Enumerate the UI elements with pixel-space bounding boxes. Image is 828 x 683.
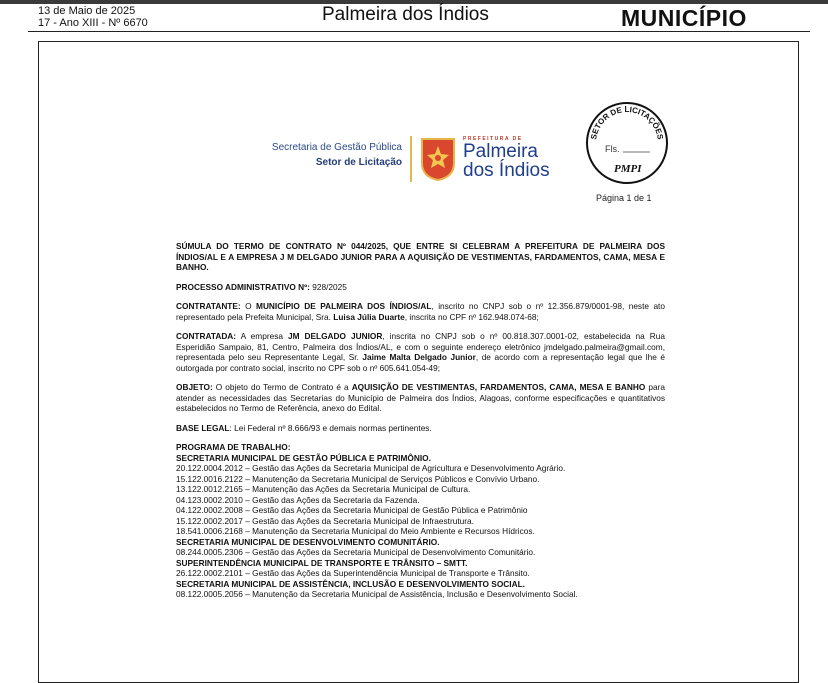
stamp-bottom: PMPI (614, 163, 642, 175)
base-legal-paragraph (176, 423, 665, 434)
contratada-paragraph (176, 331, 665, 373)
budget-line: 08.244.0005.2306 – Gestão das Ações da Secretaria Municipal de Desenvolvimento Comunitário. (176, 547, 536, 557)
base-legal-value: : Lei Federal nº 8.666/93 e demais normas pertinentes. (229, 422, 432, 433)
header-divider (28, 31, 810, 32)
budget-line: 26.122.0002.2101 – Gestão das Ações da Superintendência Municipal de Transporte e Trânsito. (176, 568, 530, 578)
contratante-signatory: Luisa Júlia Duarte (333, 311, 405, 322)
budget-line: 15.122.0016.2122 – Manutenção da Secretaria Municipal de Serviços Públicos e Convívio Urbano. (176, 473, 540, 484)
gazette-date: 13 de Maio de 2025 (38, 5, 136, 17)
contratada-label: CONTRATADA: (176, 331, 237, 341)
contratante-text-1: O (240, 301, 257, 311)
objeto-paragraph (176, 382, 665, 414)
gazette-meta (38, 5, 148, 29)
svg-text:SETOR DE LICITAÇÕES (589, 105, 665, 141)
processo-paragraph (176, 282, 665, 293)
programa-sections (176, 453, 665, 600)
contratante-paragraph (176, 301, 665, 322)
processo-value: 928/2025 (309, 281, 347, 292)
letterhead-separator (410, 136, 412, 182)
contratada-text-2: , inscrita no CNPJ sob o nº 00.818.307.0001-02, estabelecida na Rua Esperidião Sampaio, 81, Centro, Palmeira dos Índios/AL, e com o seguinte endereço eletrônico jmdelgado.palmeira@gmail.com, representada pelo seu Representante Legal, Sr. (176, 331, 666, 362)
budget-line: 20.122.0004.2012 – Gestão das Ações da Secretaria Municipal de Agricultura e Desenvolvimento Agrário. (176, 463, 566, 473)
budget-line: 18.541.0006.2168 – Manutenção da Secretaria Municipal do Meio Ambiente e Recursos Hídricos. (176, 526, 535, 536)
contratada-text-1: A empresa (236, 331, 288, 341)
contratada-entity: JM DELGADO JUNIOR (287, 331, 383, 341)
gazette-edition: 17 - Ano XIII - Nº 6670 (38, 17, 148, 29)
section-heading: SECRETARIA MUNICIPAL DE DESENVOLVIMENTO COMUNITÁRIO. (176, 536, 440, 547)
objeto-text-1: O objeto do Termo de Contrato é a (212, 382, 352, 392)
secretaria-label (236, 104, 402, 170)
licitacao-stamp (584, 100, 670, 186)
base-legal-label: BASE LEGAL (176, 422, 230, 433)
budget-line: 15.122.0002.2017 – Gestão das Ações da Secretaria Municipal de Infraestrutura. (176, 515, 474, 526)
municipal-crest-icon (420, 137, 456, 181)
logo-line1: Palmeira (463, 141, 538, 162)
programa-label: PROGRAMA DE TRABALHO: (176, 442, 291, 452)
setor-name: Setor de Licitação (315, 157, 402, 168)
contratada-signatory: Jaime Malta Delgado Junior (362, 352, 476, 362)
gazette-title: Palmeira dos Índios (322, 4, 489, 25)
stamp-top-text: SETOR DE LICITAÇÕES (589, 105, 665, 141)
secretaria-name: Secretaria de Gestão Pública (271, 142, 402, 153)
stamp-fls: Fls. (605, 144, 620, 154)
page-indicator: Página 1 de 1 (596, 193, 652, 203)
processo-label: PROCESSO ADMINISTRATIVO Nº: (176, 281, 310, 292)
budget-line: 04.122.0002.2008 – Gestão das Ações da Secretaria Municipal de Gestão Pública e Patrimônio (176, 505, 528, 515)
section-heading: SUPERINTENDÊNCIA MUNICIPAL DE TRANSPORTE E TRÂNSITO – SMTT. (176, 557, 468, 568)
contratante-text-2: , inscrito no CNPJ sob o nº 12.356.879/0001-98, neste ato representado pela Prefeita Municipal, Sra. (176, 301, 665, 322)
contratante-entity: MUNICÍPIO DE PALMEIRA DOS ÍNDIOS/AL (256, 301, 432, 311)
document-title: SÚMULA DO TERMO DE CONTRATO Nº 044/2025, QUE ENTRE SI CELEBRAM A PREFEITURA DE PALMEIRA DOS ÍNDIOS/AL E A EMPRESA J M DELGADO JUNIOR PARA A AQUISIÇÃO DE VESTIMENTAS, FARDAMENTOS, CAMA, MESA E BANHO. (176, 241, 665, 272)
document-body (176, 241, 665, 600)
contratada-text-3: , de acordo com a representação legal que lhe é outorgada por contrato social, inscrito no CPF sob o nº 605.641.054-49; (176, 352, 666, 373)
objeto-label: OBJETO: (176, 382, 213, 392)
section-heading: SECRETARIA MUNICIPAL DE GESTÃO PÚBLICA E PATRIMÔNIO. (176, 452, 431, 463)
logo-prefeitura: PREFEITURA DE (463, 136, 523, 142)
contratante-text-3: , inscrita no CPF nº 162.948.074-68; (404, 311, 539, 322)
budget-line: 13.122.0012.2165 – Manutenção das Ações da Secretaria Municipal de Cultura. (176, 484, 471, 494)
budget-line: 08.122.0005.2056 – Manutenção da Secretaria Municipal de Assistência, Inclusão e Desenvolvimento Social. (176, 589, 578, 599)
municipal-logo (463, 136, 550, 180)
objeto-text-2: para atender as necessidades das Secretarias do Município de Palmeira dos Índios, Alagoas, conforme especificações e quantitativos estabelecidos no Termo de Referência, anexo do Edital. (176, 382, 665, 413)
logo-line2: dos Índios (463, 160, 550, 181)
section-heading: SECRETARIA MUNICIPAL DE ASSISTÊNCIA, INCLUSÃO E DESENVOLVIMENTO SOCIAL. (176, 578, 525, 589)
objeto-subject: AQUISIÇÃO DE VESTIMENTAS, FARDAMENTOS, CAMA, MESA E BANHO (351, 382, 646, 392)
budget-line: 04.123.0002.2010 – Gestão das Ações da Secretaria da Fazenda. (176, 494, 420, 505)
gazette-brand: MUNICÍPIO (621, 5, 747, 31)
contratante-label: CONTRATANTE: (176, 301, 241, 311)
